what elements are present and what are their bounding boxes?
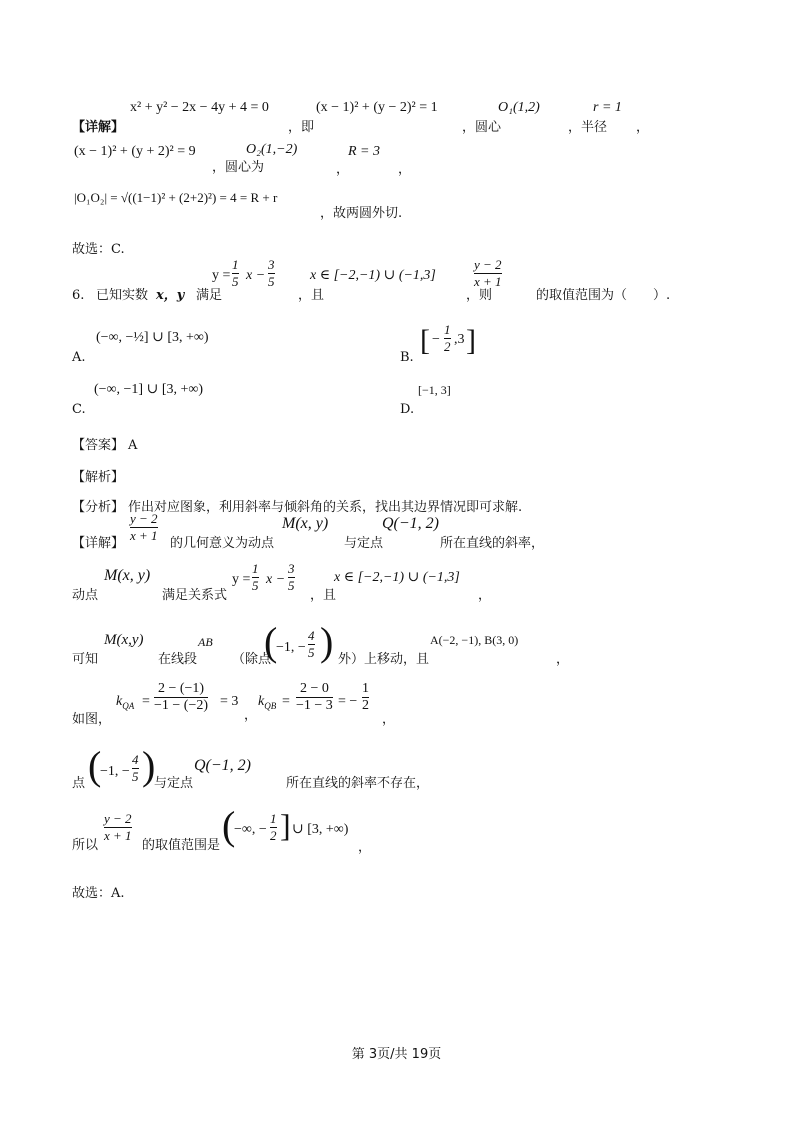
option-a-label: A. xyxy=(72,350,86,365)
line6-fraction: y − 2 x + 1 xyxy=(104,811,132,843)
segment-AB: AB xyxy=(198,635,213,649)
slope-qa-fraction: 2 − (−1) −1 − (−2) xyxy=(154,681,209,713)
line5-t3: 所在直线的斜率不存在， xyxy=(286,776,430,791)
line2-domain: x ∈ [−2,−1) ∪ (−1,3] xyxy=(334,570,460,585)
line5-point-a: −1, − xyxy=(100,764,130,779)
line4-end: ， xyxy=(382,712,396,727)
line6-paren-left: ( xyxy=(222,803,236,848)
text-center-is: ，圆心为 xyxy=(212,160,265,175)
slope-qb-half: 1 2 xyxy=(362,681,369,713)
option-a-value: (−∞, −½] ∪ [3, +∞) xyxy=(96,330,209,345)
line5-paren-left: ( xyxy=(88,743,102,788)
line2-t2: 满足关系式 xyxy=(162,588,228,603)
answer-value: A xyxy=(128,438,138,453)
option-d-label: D. xyxy=(400,402,415,417)
equation-circle-1-standard: (x − 1)² + (y − 2)² = 1 xyxy=(316,100,438,115)
line3-t4: 外）上移动，且 xyxy=(338,652,430,667)
line3-t2: 在线段 xyxy=(158,652,198,667)
slope-qa-value: = 3 xyxy=(220,694,239,709)
xiangjie-t1: 的几何意义为动点 xyxy=(170,536,275,551)
line6-t3: ， xyxy=(358,840,372,855)
points-AB: A(−2, −1), B(3, 0) xyxy=(430,633,519,647)
line2-t3: ，且 xyxy=(310,588,337,603)
analysis-label: 【解析】 xyxy=(72,470,125,485)
q6-y-eq: y = xyxy=(212,268,231,283)
option-b-minus: − xyxy=(432,332,440,347)
text-comma-3: ， xyxy=(398,162,412,177)
line2-t4: ， xyxy=(478,588,492,603)
line6-range-a: −∞, − xyxy=(234,822,267,837)
q6-x-minus: x − xyxy=(246,268,266,283)
line3-t3: （除点 xyxy=(232,652,272,667)
choice-a: 故选：A. xyxy=(72,886,125,901)
line4-comma: ， xyxy=(244,708,258,723)
point-M-1: M(x, y) xyxy=(282,515,329,532)
option-d-value: [−1, 3] xyxy=(418,383,451,397)
line4-t1: 如图， xyxy=(72,712,112,727)
line2-x-minus: x − xyxy=(266,572,286,587)
xiangjie-t2: 与定点 xyxy=(344,536,384,551)
xiangjie-t3: 所在直线的斜率， xyxy=(440,536,545,551)
center-o2: O₂(1,−2) xyxy=(246,142,298,157)
fenxi-text: 作出对应图象，利用斜率与倾斜角的关系，找出其边界情况即可求解. xyxy=(128,500,523,515)
q6-vars: x，y xyxy=(156,288,185,303)
q6-intro: 已知实数 xyxy=(96,288,149,303)
q6-domain: x ∈ [−2,−1) ∪ (−1,3] xyxy=(310,268,436,283)
line2-t1: 动点 xyxy=(72,588,99,603)
q6-then: ，则 xyxy=(466,288,493,303)
q6-satisfy: 满足 xyxy=(196,288,223,303)
line3-point-a: −1, − xyxy=(276,640,306,655)
radius-R: R = 3 xyxy=(348,144,380,159)
line6-bracket-right: ] xyxy=(280,807,291,843)
text-radius: ，半径 xyxy=(568,120,608,135)
q6-and: ，且 xyxy=(298,288,325,303)
slope-qb-eq: = xyxy=(282,694,290,709)
line3-paren-left: ( xyxy=(264,619,278,664)
page-footer: 第 3页/共 19页 xyxy=(351,1047,442,1062)
detail-label-1: 【详解】 xyxy=(72,120,125,135)
line6-range-b: ∪ [3, +∞) xyxy=(292,822,349,837)
slope-qb-value: = − xyxy=(338,694,358,709)
line6-t2: 的取值范围是 xyxy=(142,838,221,853)
xiangjie-fraction: y − 2 x + 1 xyxy=(130,511,158,543)
equation-circle-1: x² + y² − 2x − 4y + 4 = 0 xyxy=(130,100,269,115)
equation-distance: |O₁O₂| = √((1−1)² + (2+2)²) = 4 = R + r xyxy=(74,190,278,205)
text-ji: ，即 xyxy=(288,120,315,135)
slope-qa: $k_{QA}$ xyxy=(116,694,135,711)
q6-number: 6. xyxy=(72,288,85,303)
q6-range-text: 的取值范围为（ ）. xyxy=(536,288,671,303)
line2-fraction-1-5: 1 5 xyxy=(252,561,259,593)
point-Q-1: Q(−1, 2) xyxy=(382,515,440,532)
point-M-3: M(x,y) xyxy=(104,632,144,648)
option-b-bracket-left: [ xyxy=(420,324,430,357)
line6-half: 1 2 xyxy=(270,811,277,843)
fenxi-label: 【分析】 xyxy=(72,500,125,515)
line3-paren-right: ) xyxy=(320,619,334,664)
line6-t1: 所以 xyxy=(72,838,99,853)
choice-c: 故选：C. xyxy=(72,242,125,257)
slope-qb: $k_{QB}$ xyxy=(258,694,277,711)
point-M-2: M(x, y) xyxy=(104,567,151,584)
line5-t1: 点 xyxy=(72,776,86,791)
equation-circle-2: (x − 1)² + (y + 2)² = 9 xyxy=(74,144,196,159)
option-b-bracket-right: ] xyxy=(466,324,476,357)
slope-qa-eq: = xyxy=(142,694,150,709)
text-center: ，圆心 xyxy=(462,120,502,135)
option-b-rest: ,3 xyxy=(454,332,465,347)
q6-fraction-3-5: 3 5 xyxy=(268,257,275,289)
center-o1: O₁(1,2) xyxy=(498,100,540,115)
answer-label: 【答案】 xyxy=(72,438,125,453)
line2-y-eq: y = xyxy=(232,572,251,587)
radius-r1: r = 1 xyxy=(593,100,622,115)
line5-paren-right: ) xyxy=(142,743,156,788)
line2-fraction-3-5: 3 5 xyxy=(288,561,295,593)
xiangjie-label: 【详解】 xyxy=(72,536,125,551)
option-c-label: C. xyxy=(72,402,86,417)
line3-fraction-4-5: 4 5 xyxy=(308,628,315,660)
slope-qb-fraction: 2 − 0 −1 − 3 xyxy=(296,681,333,713)
point-Q-2: Q(−1, 2) xyxy=(194,757,252,774)
text-comma-2: ， xyxy=(336,162,350,177)
line5-fraction-4-5: 4 5 xyxy=(132,752,139,784)
text-comma: ， xyxy=(636,120,650,135)
line5-t2: 与定点 xyxy=(154,776,194,791)
option-b-label: B. xyxy=(400,350,414,365)
option-b-half: 1 2 xyxy=(444,322,451,354)
q6-fraction-1-5: 1 5 xyxy=(232,257,239,289)
line3-t1: 可知 xyxy=(72,652,99,667)
text-tangent: ，故两圆外切. xyxy=(320,206,403,221)
line3-t5: ， xyxy=(556,652,570,667)
q6-target-fraction: y − 2 x + 1 xyxy=(474,257,502,289)
option-c-value: (−∞, −1] ∪ [3, +∞) xyxy=(94,382,204,397)
